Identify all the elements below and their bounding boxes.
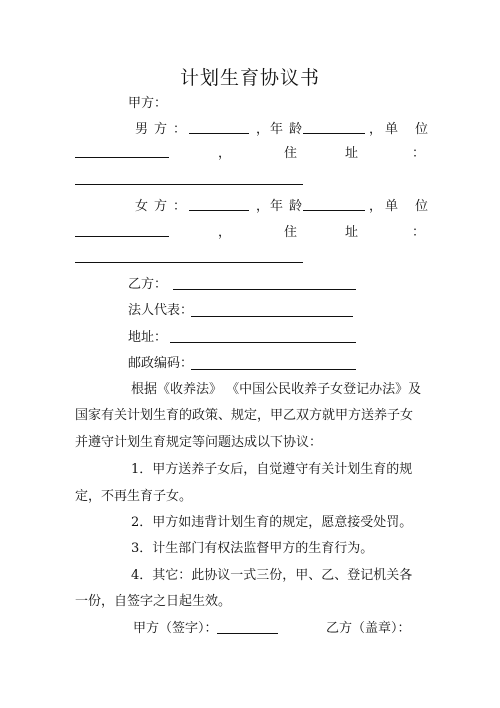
female-colon: ： [412,225,426,240]
intro-line-2: 国家有关计划生育的政策、规定，甲乙双方就甲方送养子女 [75,408,414,423]
male-comma-2: ， [369,122,383,137]
item-2: 2．甲方如违背计划生育的规定，愿意接受处罚。 [131,515,413,530]
item-1-line-2: 定，不再生育子女。 [75,489,193,504]
female-age-label: 年龄 [270,199,309,214]
male-address-label: 住址 [284,146,407,161]
male-unit-label: 单位 [385,122,446,137]
male-unit-blank[interactable] [75,157,169,158]
sign-a-blank[interactable] [217,633,278,634]
postcode-blank[interactable] [191,369,356,370]
female-comma-3: ， [218,225,232,240]
sign-a-label: 甲方（签字）： [133,621,218,636]
legal-rep-label: 法人代表： [128,303,194,318]
male-comma: ， [256,122,270,137]
item-1-line-1: 1．甲方送养子女后，自觉遵守有关计划生育的规 [131,462,413,477]
party-b-label: 乙方： [128,277,168,292]
address-label: 地址： [128,330,168,345]
postcode-label: 邮政编码： [128,356,194,371]
female-name-blank[interactable] [189,210,249,211]
female-label: 女方： [135,199,193,214]
female-unit-label: 单位 [385,199,446,214]
male-age-blank[interactable] [303,133,365,134]
female-unit-blank[interactable] [75,236,169,237]
document-title: 计划生育协议书 [179,67,320,89]
party-a-label: 甲方： [128,96,168,111]
female-address-blank[interactable] [75,262,303,263]
item-4-line-2: 一份，自签字之日起生效。 [75,594,232,609]
sign-b-label: 乙方（盖章）： [326,621,411,636]
intro-line-1: 根据《收养法》 《中国公民收养子女登记办法》及 [131,382,422,397]
female-age-blank[interactable] [303,210,365,211]
male-colon: ： [412,146,426,161]
item-3: 3．计生部门有权法监督甲方的生育行为。 [131,541,374,556]
female-address-label: 住址 [284,225,407,240]
female-comma-2: ， [369,199,383,214]
item-4-line-1: 4．其它：此协议一式三份，甲、乙、登记机关各 [131,568,413,583]
male-label: 男方： [135,122,193,137]
legal-rep-blank[interactable] [191,316,353,317]
male-age-label: 年龄 [270,122,309,137]
address-blank[interactable] [170,342,356,343]
female-comma: ， [256,199,270,214]
male-comma-3: ， [218,146,232,161]
male-name-blank[interactable] [189,133,249,134]
intro-line-3: 并遵守计划生育规定等问题达成以下协议： [75,435,323,450]
male-address-blank[interactable] [75,184,303,185]
party-b-blank[interactable] [173,289,356,290]
